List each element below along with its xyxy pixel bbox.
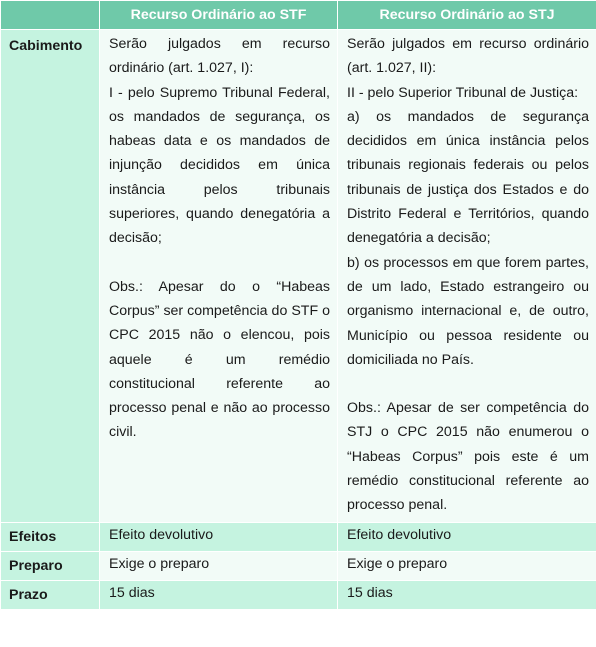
preparo-stf-cell: Exige o preparo xyxy=(100,551,338,580)
row-label-efeitos: Efeitos xyxy=(1,522,100,551)
row-label-preparo: Preparo xyxy=(1,551,100,580)
efeitos-stj-cell: Efeito devolutivo xyxy=(338,522,596,551)
efeitos-stf-cell: Efeito devolutivo xyxy=(100,522,338,551)
paragraph-spacer xyxy=(109,251,330,275)
prazo-stj-cell: 15 dias xyxy=(338,580,596,609)
header-corner-cell xyxy=(1,1,100,30)
header-row xyxy=(1,1,596,30)
cabimento-stf-paragraph: I - pelo Supremo Tribunal Federal, os mandados de segurança, os habeas data e os mandados de injunção decididos em única instância pelos tribunais superiores, quando denegatória a decisão; xyxy=(109,84,330,247)
prazo-stf-cell: 15 dias xyxy=(100,580,338,609)
cabimento-stj-paragraph: Serão julgados em recurso ordinário (art. 1.027, II): xyxy=(347,36,589,77)
paragraph-spacer xyxy=(347,372,589,396)
cabimento-stf-note: Obs.: Apesar do o “Habeas Corpus” ser competência do STF o CPC 2015 não o elencou, pois aquele é um remédio constitucional referente ao processo penal e não ao processo civil. xyxy=(109,278,330,441)
cabimento-stf-cell xyxy=(100,30,338,523)
cabimento-stj-paragraph: a) os mandados de segurança decididos em única instância pelos tribunais regionais federais ou pelos tribunais de justiça dos Estados e do Distrito Federal e Territórios, quando denegatória a decisão; xyxy=(347,108,589,247)
cabimento-stj-note: Obs.: Apesar de ser competência do STJ o CPC 2015 não enumerou o “Habeas Corpus” pois este é um remédio constitucional referente ao processo penal. xyxy=(347,400,589,514)
cabimento-stf-paragraph: Serão julgados em recurso ordinário (art. 1.027, I): xyxy=(109,36,330,77)
row-label-prazo: Prazo xyxy=(1,580,100,609)
header-stf: Recurso Ordinário ao STF xyxy=(100,1,338,30)
cabimento-stj-paragraph: b) os processos em que forem partes, de um lado, Estado estrangeiro ou organismo internacional e, de outro, Município ou pessoa residente ou domiciliada no País. xyxy=(347,254,589,368)
row-cabimento xyxy=(1,30,596,523)
row-efeitos xyxy=(1,522,596,551)
row-preparo xyxy=(1,551,596,580)
header-stj: Recurso Ordinário ao STJ xyxy=(338,1,596,30)
preparo-stj-cell: Exige o preparo xyxy=(338,551,596,580)
cabimento-stj-cell xyxy=(338,30,596,523)
cabimento-stj-paragraph: II - pelo Superior Tribunal de Justiça: xyxy=(347,84,579,101)
row-prazo xyxy=(1,580,596,609)
row-label-cabimento: Cabimento xyxy=(1,30,100,523)
